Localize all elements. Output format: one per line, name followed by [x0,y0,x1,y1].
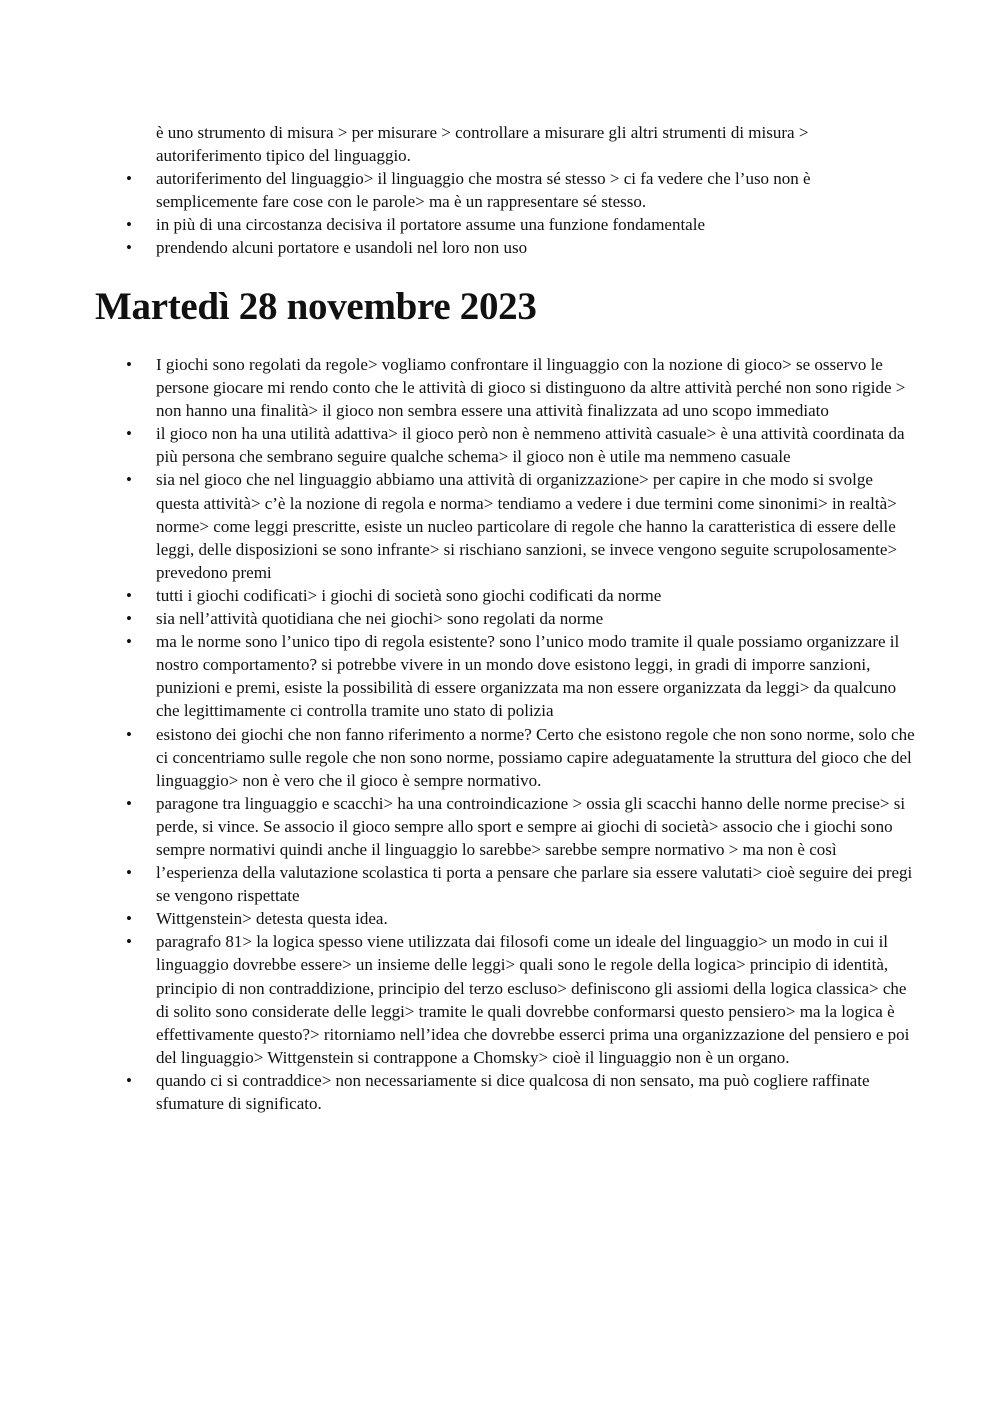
list-item [126,630,916,722]
bullet-glyph: • [126,909,132,929]
list-item [126,861,916,907]
list-item-text: sia nell’attività quotidiana che nei giochi> sono regolati da norme [156,609,604,629]
list-item-text: sia nel gioco che nel linguaggio abbiamo una attività di organizzazione> per capire in che modo si svolge questa attività> c’è la nozione di regola e norma> tendiamo a vedere i due termini come sinonimi> in realtà> norme> come leggi prescritte, esiste un nucleo particolare di regole che hanno la caratteristica di essere delle leggi, delle disposizioni se sono infrante> si rischiano sanzioni, se invece vengono seguite scrupolosamente> prevedono premi [156,470,898,582]
list-item-text: l’esperienza della valutazione scolastica ti porta a pensare che parlare sia essere valutati> cioè seguire dei pregi se vengono rispettate [156,863,913,906]
list-item [126,907,916,930]
list-item-text: autoriferimento del linguaggio> il linguaggio che mostra sé stesso > ci fa vedere che l’uso non è semplicemente fare cose con le parole> ma è un rappresentare sé stesso. [156,169,811,212]
list-item-text: I giochi sono regolati da regole> vogliamo confrontare il linguaggio con la nozione di gioco> se osservo le persone giocare mi rendo conto che le attività di gioco si distinguono da altre attività perché non sono rigide > non hanno una finalità> il gioco non sembra essere una attività finalizzata ad uno scopo immediato [156,355,906,421]
list-item-text: ma le norme sono l’unico tipo di regola esistente? sono l’unico modo tramite il quale possiamo organizzare il nostro comportamento? si potrebbe vivere in un mondo dove esistono leggi, in gradi di imporre sanzioni, punizioni e premi, esiste la possibilità di essere organizzata ma non essere organizzata da leggi> da qualcuno che legittimamente ci controlla tramite uno stato di polizia [156,632,900,721]
top-bullet-list [126,121,916,260]
list-item-text: Wittgenstein> detesta questa idea. [156,909,388,929]
bullet-glyph: • [126,863,132,883]
bullet-glyph: • [126,424,132,444]
bullet-glyph: • [126,470,132,490]
list-item [126,353,916,422]
continued-paragraph-text: è uno strumento di misura > per misurare > controllare a misurare gli altri strumenti di misura > autoriferimento tipico del linguaggio. [156,123,809,166]
list-item-text: paragone tra linguaggio e scacchi> ha una controindicazione > ossia gli scacchi hanno delle norme precise> si perde, si vince. Se associo il gioco sempre allo sport e sempre ai giochi di società> associo che i giochi sono sempre normativi quindi anche il linguaggio lo sarebbe> sarebbe sempre normativo > ma non è così [156,793,906,859]
list-item-text: il gioco non ha una utilità adattiva> il gioco però non è nemmeno attività casuale> è una attività coordinata da più persona che sembrano seguire qualche schema> il gioco non è utile ma nemmeno casuale [156,424,905,467]
list-item-text: tutti i giochi codificati> i giochi di società sono giochi codificati da norme [156,585,662,605]
bullet-glyph: • [126,238,132,258]
list-item [126,1069,916,1115]
list-item-text: in più di una circostanza decisiva il portatore assume una funzione fondamentale [156,215,705,235]
main-bullet-list [126,353,916,1115]
list-item [126,422,916,468]
bullet-glyph: • [126,632,132,652]
section-heading: Martedì 28 novembre 2023 [95,285,537,328]
list-item [126,792,916,861]
list-item [126,584,916,607]
list-item [126,723,916,792]
list-item [126,607,916,630]
bullet-glyph: • [126,932,132,952]
list-item [126,236,916,259]
continued-paragraph [156,121,916,167]
list-item-text: paragrafo 81> la logica spesso viene utilizzata dai filosofi come un ideale del linguaggio> un modo in cui il linguaggio dovrebbe essere> un insieme delle leggi> quali sono le regole della logica> principio di identità, principio di non contraddizione, principio del terzo escluso> definiscono gli assiomi della logica classica> che di solito sono considerate delle leggi> tramite le quali dovrebbe conformarsi questo pensiero> ma la logica è effettivamente questo?> ritorniamo nell’idea che dovrebbe esserci prima una organizzazione del pensiero e poi del linguaggio> Wittgenstein si contrappone a Chomsky> cioè il linguaggio non è un organo. [156,932,910,1067]
list-item-text: quando ci si contraddice> non necessariamente si dice qualcosa di non sensato, ma può cogliere raffinate sfumature di significato. [156,1070,870,1113]
list-item [126,167,916,213]
bullet-glyph: • [126,215,132,235]
bullet-glyph: • [126,585,132,605]
bullet-glyph: • [126,1070,132,1090]
list-item [126,213,916,236]
bullet-glyph: • [126,724,132,744]
list-item-text: prendendo alcuni portatore e usandoli nel loro non uso [156,238,528,258]
bullet-glyph: • [126,609,132,629]
bullet-glyph: • [126,169,132,189]
bullet-glyph: • [126,793,132,813]
list-item-text: esistono dei giochi che non fanno riferimento a norme? Certo che esistono regole che non sono norme, solo che ci concentriamo sulle regole che non sono norme, possiamo capire adeguatamente la struttura del gioco che del linguaggio> non è vero che il gioco è sempre normativo. [156,724,915,790]
list-item [126,468,916,583]
bullet-glyph: • [126,355,132,374]
list-item [126,930,916,1069]
